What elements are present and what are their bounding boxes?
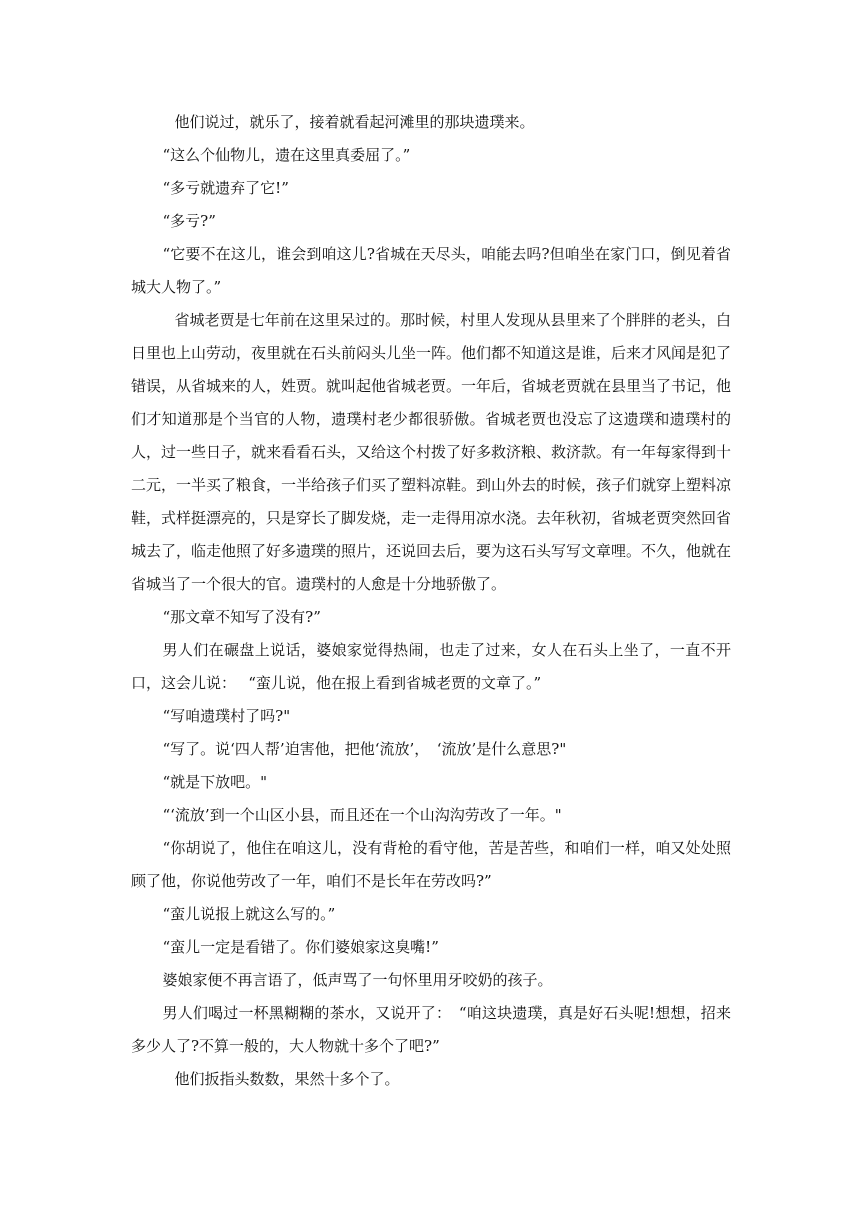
paragraph: “多亏就遗弃了它!”	[162, 179, 289, 197]
paragraph: “你胡说了，他住在咱这儿，没有背枪的看守他，苦是苦些，和咱们一样，咱又处处照顾了他，你说他劳改了一年，咱们不是长年在劳改吗?”	[131, 839, 731, 890]
paragraph: 男人们喝过一杯黑糊糊的茶水，又说开了： “咱这块遗璞，真是好石头呢!想想，招来多少人了?不算一般的，大人物就十多个了吧?”	[131, 1004, 731, 1055]
paragraph: 他们说过，就乐了，接着就看起河滩里的那块遗璞来。	[174, 113, 535, 131]
paragraph: “那文章不知写了没有?”	[162, 608, 321, 626]
paragraph: 婆娘家便不再言语了，低声骂了一句怀里用牙咬奶的孩子。	[162, 971, 553, 989]
paragraph: 省城老贾是七年前在这里呆过的。那时候，村里人发现从县里来了个胖胖的老头，白日里也上山劳动，夜里就在石头前闷头儿坐一阵。他们都不知道这是谁，后来才风闻是犯了错误，从省城来的人，姓贾。就叫起他省城老贾。一年后，省城老贾就在县里当了书记，他们才知道那是个当官的人物，遗璞村老少都很骄傲。省城老贾也没忘了这遗璞和遗璞村的人，过一些日子，就来看看石头，又给这个村拨了好多救济粮、救济款。有一年每家得到十二元，一半买了粮食，一半给孩子们买了塑料凉鞋。到山外去的时候，孩子们就穿上塑料凉鞋，式样挺漂亮的，只是穿长了脚发烧，走一走得用凉水浇。去年秋初，省城老贾突然回省城去了，临走他照了好多遗璞的照片，还说回去后，要为这石头写写文章哩。不久，他就在省城当了一个很大的官。遗璞村的人愈是十分地骄傲了。	[131, 311, 732, 593]
paragraph: “‘流放’到一个山区小县，而且还在一个山沟沟劳改了一年。"	[162, 806, 562, 824]
paragraph: “它要不在这儿，谁会到咱这儿?省城在天尽头，咱能去吗?但咱坐在家门口，倒见着省城大人物了。”	[131, 245, 731, 296]
paragraph: “多亏?”	[162, 212, 216, 230]
paragraph: 男人们在碾盘上说话，婆娘家觉得热闹，也走了过来，女人在石头上坐了，一直不开口，这会儿说： “蛮儿说，他在报上看到省城老贾的文章了。”	[131, 641, 731, 692]
paragraph: 他们扳指头数数，果然十多个了。	[174, 1070, 400, 1088]
paragraph: “写了。说‘四人帮’迫害他，把他‘流放’， ‘流放’是什么意思?"	[162, 740, 567, 758]
paragraph: “蛮儿说报上就这么写的。”	[162, 905, 336, 923]
article-body	[131, 106, 731, 1096]
paragraph: “写咱遗璞村了吗?"	[162, 707, 291, 725]
paragraph: “这么个仙物儿，遗在这里真委屈了。”	[162, 146, 411, 164]
paragraph: “蛮儿一定是看错了。你们婆娘家这臭嘴!”	[162, 938, 439, 956]
paragraph: “就是下放吧。"	[162, 773, 268, 791]
